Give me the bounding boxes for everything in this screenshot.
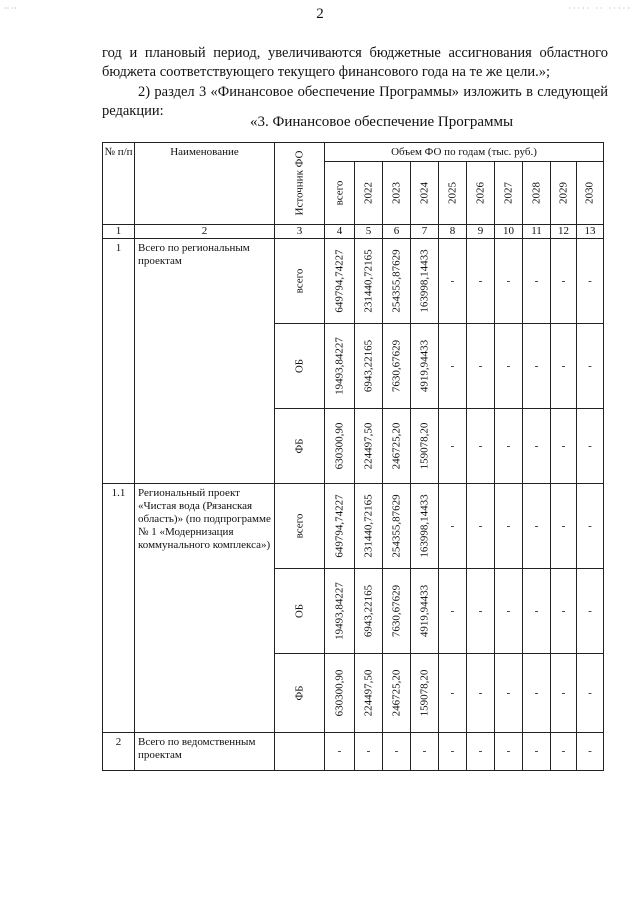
value-cell-text: 6943,22165 [362,339,374,393]
value-cell: - [523,239,551,324]
value-cell [355,569,383,654]
row-source [275,654,325,733]
value-cell: - [439,409,467,484]
value-cell [355,654,383,733]
value-cell: - [411,733,439,771]
value-cell-text: 224497,50 [362,422,374,470]
value-cell: - [577,324,604,409]
row-source-text: всего [293,268,305,294]
row-source [275,239,325,324]
value-cell: - [325,733,355,771]
value-cell: - [439,324,467,409]
header-year-3-text: 2024 [418,182,430,204]
header-year-0-text: всего [333,180,345,206]
value-cell: - [383,733,411,771]
value-cell: - [551,484,577,569]
header-year-1 [355,162,383,225]
header-year-6 [495,162,523,225]
value-cell: - [495,409,523,484]
value-cell: - [551,654,577,733]
value-cell [355,484,383,569]
value-cell: - [495,654,523,733]
value-cell-text: 4919,94433 [418,339,430,393]
value-cell-text: 163998,14433 [418,494,430,558]
header-year-5 [467,162,495,225]
value-cell-text: 231440,72165 [362,494,374,558]
value-cell [325,569,355,654]
value-cell-text: 246725,20 [390,669,402,717]
value-cell [325,324,355,409]
value-cell: - [495,569,523,654]
value-cell: - [495,484,523,569]
value-cell: - [467,239,495,324]
column-number-7: 7 [411,225,439,239]
column-number-row [103,225,604,239]
row-name: Региональный проект «Чистая вода (Рязанская область)» (по подпрограмме № 1 «Модернизация коммунального комплекса») [135,484,275,733]
value-cell: - [495,239,523,324]
value-cell [411,654,439,733]
header-year-1-text: 2022 [362,182,374,204]
value-cell-text: 19493,84227 [333,337,345,395]
section-heading: «3. Финансовое обеспечение Программы [250,114,514,130]
value-cell: - [467,484,495,569]
value-cell [383,409,411,484]
row-source-text: всего [293,513,305,539]
row-number: 1.1 [103,484,135,733]
value-cell: - [467,569,495,654]
column-number-9: 9 [467,225,495,239]
column-number-2: 2 [135,225,275,239]
value-cell-text: 649794,74227 [333,249,345,313]
value-cell-text: 246725,20 [390,422,402,470]
value-cell: - [467,654,495,733]
row-number: 2 [103,733,135,771]
paragraph-amendment: 2) раздел 3 «Финансовое обеспечение Программы» изложить в следующей редакции: [102,84,608,119]
value-cell [411,239,439,324]
header-row-top [103,143,604,162]
row-source [275,569,325,654]
value-cell: - [523,409,551,484]
value-cell: - [523,484,551,569]
value-cell: - [467,733,495,771]
page-number: 2 [316,6,324,22]
column-number-5: 5 [355,225,383,239]
value-cell [355,239,383,324]
column-number-10: 10 [495,225,523,239]
value-cell-text: 7630,67629 [390,584,402,638]
header-year-8 [551,162,577,225]
value-cell-text: 630300,90 [333,669,345,717]
value-cell-text: 163998,14433 [418,249,430,313]
header-year-3 [411,162,439,225]
value-cell: - [551,409,577,484]
value-cell: - [551,733,577,771]
scan-artifact: ····· ·· ····· [568,4,632,13]
header-num: № п/п [103,143,135,225]
value-cell: - [355,733,383,771]
value-cell: - [577,409,604,484]
header-year-2 [383,162,411,225]
value-cell [411,324,439,409]
value-cell: - [467,324,495,409]
value-cell [411,484,439,569]
header-source [275,143,325,225]
value-cell: - [439,239,467,324]
header-volume: Объем ФО по годам (тыс. руб.) [325,143,604,162]
value-cell: - [439,654,467,733]
value-cell: - [551,239,577,324]
value-cell [383,239,411,324]
value-cell: - [523,324,551,409]
row-source-text: ФБ [293,685,305,701]
value-cell [383,484,411,569]
column-number-3: 3 [275,225,325,239]
value-cell-text: 19493,84227 [333,582,345,640]
row-source-text: ОБ [293,358,305,374]
value-cell [383,324,411,409]
value-cell: - [577,484,604,569]
row-number: 1 [103,239,135,484]
value-cell: - [551,324,577,409]
column-number-8: 8 [439,225,467,239]
value-cell [411,569,439,654]
value-cell [355,409,383,484]
header-name: Наименование [135,143,275,225]
value-cell [383,569,411,654]
financing-table [102,142,604,771]
header-year-5-text: 2026 [474,182,486,204]
row-name: Всего по ведомственным проектам [135,733,275,771]
column-number-12: 12 [551,225,577,239]
table-row [103,484,604,569]
value-cell: - [467,409,495,484]
paragraph-continuation: год и плановый период, увеличиваются бюджетные ассигнования областного бюджета соответствующего текущего финансового года на те же цели.»; [102,45,608,80]
header-year-2-text: 2023 [390,182,402,204]
header-year-9-text: 2030 [583,182,596,204]
column-number-6: 6 [383,225,411,239]
value-cell: - [577,654,604,733]
value-cell: - [577,569,604,654]
value-cell-text: 7630,67629 [390,339,402,393]
value-cell-text: 254355,87629 [390,494,402,558]
row-name: Всего по региональным проектам [135,239,275,484]
header-year-8-text: 2029 [557,182,569,204]
value-cell-text: 4919,94433 [418,584,430,638]
value-cell-text: 649794,74227 [333,494,345,558]
value-cell-text: 630300,90 [333,422,345,470]
value-cell [325,409,355,484]
value-cell-text: 231440,72165 [362,249,374,313]
value-cell: - [577,239,604,324]
row-source [275,324,325,409]
value-cell: - [577,733,604,771]
value-cell-text: 254355,87629 [390,249,402,313]
row-source [275,484,325,569]
value-cell: - [551,569,577,654]
table-row [103,733,604,771]
value-cell: - [523,569,551,654]
scan-artifact: ·· ·· [4,4,17,13]
header-source-text: Источник ФО [293,150,305,216]
header-year-7-text: 2028 [530,182,542,204]
value-cell: - [523,733,551,771]
value-cell: - [495,733,523,771]
row-source [275,409,325,484]
value-cell [411,409,439,484]
value-cell: - [439,484,467,569]
value-cell-text: 159078,20 [418,422,430,470]
header-year-6-text: 2027 [502,182,514,204]
column-number-4: 4 [325,225,355,239]
header-year-7 [523,162,551,225]
value-cell-text: 159078,20 [418,669,430,717]
header-year-0 [325,162,355,225]
value-cell [325,654,355,733]
header-year-4 [439,162,467,225]
column-number-13: 13 [577,225,604,239]
value-cell-text: 6943,22165 [362,584,374,638]
row-source-text: ОБ [293,603,305,619]
column-number-1: 1 [103,225,135,239]
table-row [103,239,604,324]
row-source [275,733,325,771]
row-source-text: ФБ [293,438,305,454]
value-cell: - [523,654,551,733]
value-cell [355,324,383,409]
value-cell: - [439,733,467,771]
header-year-4-text: 2025 [446,182,458,204]
value-cell: - [495,324,523,409]
value-cell [325,239,355,324]
value-cell-text: 224497,50 [362,669,374,717]
value-cell [383,654,411,733]
value-cell [325,484,355,569]
column-number-11: 11 [523,225,551,239]
header-year-9 [577,162,604,225]
value-cell: - [439,569,467,654]
